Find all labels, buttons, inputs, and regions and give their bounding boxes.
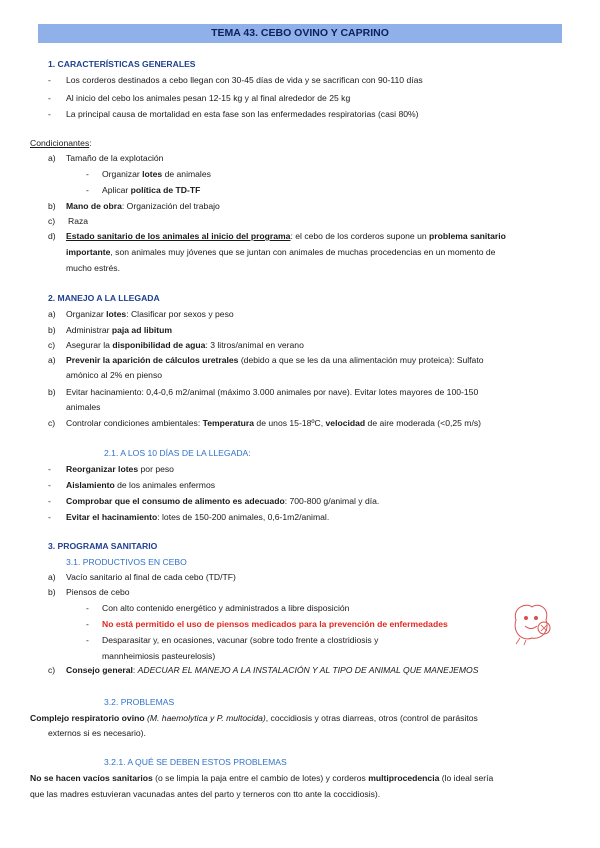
bullet-dash: - — [86, 635, 89, 645]
list-marker: b) — [48, 325, 56, 335]
bullet-dash: - — [48, 480, 51, 490]
bullet-dash: - — [86, 603, 89, 613]
bullet-dash: - — [48, 464, 51, 474]
list-item-continued: mannheimiosis pasteurelosis) — [102, 651, 216, 661]
subsection-3-2-heading: 3.2. PROBLEMAS — [104, 697, 175, 707]
list-item-continued: animales — [66, 402, 101, 412]
list-item: Con alto contenido energético y administrados a libre disposición — [102, 603, 350, 613]
list-marker: c) — [48, 665, 56, 675]
bullet-dash: - — [86, 185, 89, 195]
list-marker: b) — [48, 587, 56, 597]
list-item: Prevenir la aparición de cálculos uretrales (debido a que se les da una alimentación muy proteica): Sulfato — [66, 355, 484, 365]
warning-text: No está permitido el uso de piensos medicados para la prevención de enfermedades — [102, 619, 448, 629]
list-item: Organizar lotes de animales — [102, 169, 211, 179]
list-item: Los corderos destinados a cebo llegan con 30-45 días de vida y se sacrifican con 90-110 días — [66, 75, 423, 85]
bullet-dash: - — [48, 496, 51, 506]
list-item: Consejo general: ADECUAR EL MANEJO A LA INSTALACIÓN Y AL TIPO DE ANIMAL QUE MANEJEMOS — [66, 665, 479, 675]
list-item: Aplicar política de TD-TF — [102, 185, 201, 195]
list-item: Mano de obra: Organización del trabajo — [66, 201, 220, 211]
bullet-dash: - — [86, 169, 89, 179]
bullet-dash: - — [48, 75, 51, 85]
list-item: Aislamiento de los animales enfermos — [66, 480, 216, 490]
list-marker: a) — [48, 355, 56, 365]
list-item-continued: mucho estrés. — [66, 263, 120, 273]
list-item: Evitar el hacinamiento: lotes de 150-200 animales, 0,6-1m2/animal. — [66, 512, 330, 522]
list-item: Asegurar la disponibilidad de agua: 3 litros/animal en verano — [66, 340, 304, 350]
list-item: Raza — [68, 216, 89, 226]
list-item: Controlar condiciones ambientales: Temperatura de unos 15-18ºC, velocidad de aire moderada (<0,25 m/s) — [66, 418, 482, 428]
list-item: Al inicio del cebo los animales pesan 12-15 kg y al final alrededor de 25 kg — [66, 93, 351, 103]
page-title: TEMA 43. CEBO OVINO Y CAPRINO — [38, 24, 562, 43]
bullet-dash: - — [86, 619, 89, 629]
list-item: Piensos de cebo — [66, 587, 130, 597]
section-2-heading: 2. MANEJO A LA LLEGADA — [48, 293, 160, 303]
cartoon-doodle-icon — [506, 598, 554, 646]
list-item: Evitar hacinamiento: 0,4-0,6 m2/animal (máximo 3.000 animales por nave). Evitar lotes mayores de 100-150 — [66, 387, 479, 397]
bullet-dash: - — [48, 109, 51, 119]
list-marker: a) — [48, 572, 56, 582]
list-item-continued: amónico al 2% en pienso — [66, 370, 163, 380]
paragraph-continued: que las madres estuvieran vacunadas antes del parto y terneros con tto ante la coccidiosis). — [30, 789, 381, 799]
conditions-heading: Condicionantes: — [30, 138, 92, 148]
list-marker: d) — [48, 231, 56, 241]
list-marker: b) — [48, 387, 56, 397]
list-item: La principal causa de mortalidad en esta fase son las enfermedades respiratorias (casi 80%) — [66, 109, 419, 119]
list-item: Desparasitar y, en ocasiones, vacunar (sobre todo frente a clostridiosis y — [102, 635, 379, 645]
paragraph: No se hacen vacíos sanitarios (o se limpia la paja entre el cambio de lotes) y corderos multiprocedencia (lo ideal sería — [30, 773, 494, 783]
list-marker: b) — [48, 201, 56, 211]
paragraph: Complejo respiratorio ovino (M. haemolytica y P. multocida), coccidiosis y otras diarreas, otros (control de parásitos — [30, 713, 478, 723]
list-marker: a) — [48, 153, 56, 163]
list-item: Comprobar que el consumo de alimento es adecuado: 700-800 g/animal y día. — [66, 496, 380, 506]
list-marker: c) — [48, 418, 56, 428]
list-item: Tamaño de la explotación — [66, 153, 164, 163]
list-item: Administrar paja ad libitum — [66, 325, 173, 335]
subsection-2-1-heading: 2.1. A LOS 10 DÍAS DE LA LLEGADA: — [104, 448, 251, 458]
list-item: Estado sanitario de los animales al inicio del programa: el cebo de los corderos supone un problema sanitario — [66, 231, 506, 241]
bullet-dash: - — [48, 512, 51, 522]
list-item-continued: importante, son animales muy jóvenes que se juntan con animales de muchas procedencias en un momento de — [66, 247, 496, 257]
bullet-dash: - — [48, 93, 51, 103]
list-item: Organizar lotes: Clasificar por sexos y peso — [66, 309, 234, 319]
list-marker: a) — [48, 309, 56, 319]
paragraph-continued: externos si es necesario). — [48, 728, 146, 738]
section-3-heading: 3. PROGRAMA SANITARIO — [48, 541, 158, 551]
list-marker: c) — [48, 340, 56, 350]
list-item: Reorganizar lotes por peso — [66, 464, 174, 474]
subsection-3-2-1-heading: 3.2.1. A QUÉ SE DEBEN ESTOS PROBLEMAS — [104, 757, 287, 767]
list-marker: c) — [48, 216, 56, 226]
list-item: Vacío sanitario al final de cada cebo (TD/TF) — [66, 572, 236, 582]
section-1-heading: 1. CARACTERÍSTICAS GENERALES — [48, 59, 196, 69]
subsection-3-1-heading: 3.1. PRODUCTIVOS EN CEBO — [66, 557, 187, 567]
